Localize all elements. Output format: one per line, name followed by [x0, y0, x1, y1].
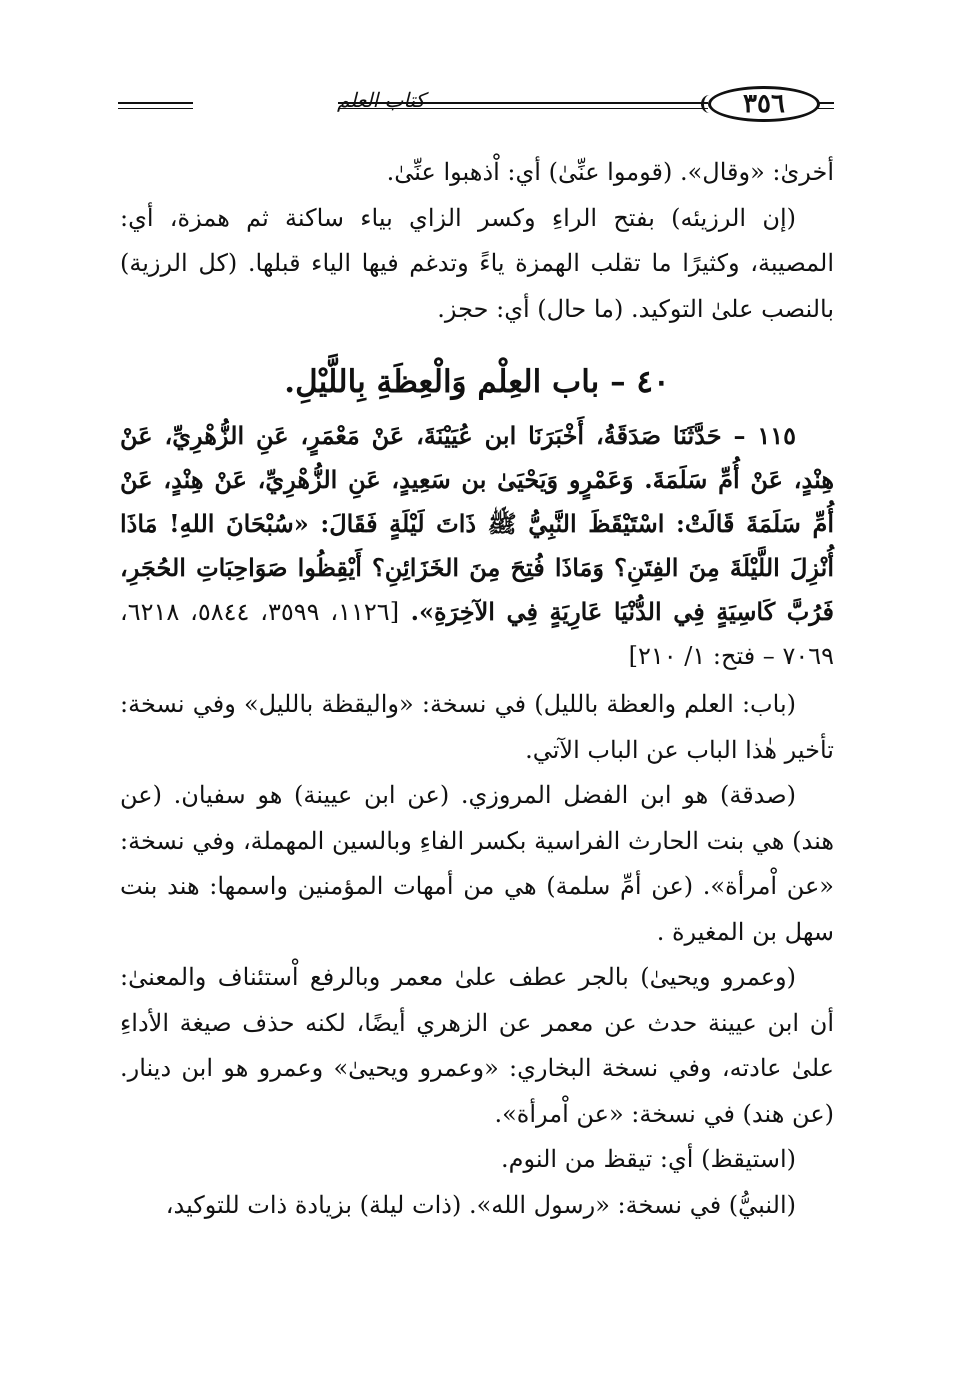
header-rule-left-bottom [118, 108, 193, 109]
header-rule-middle-top [338, 102, 708, 104]
commentary-paragraph: (استيقظ) أي: تيقظ من النوم. [500, 1145, 796, 1173]
chapter-heading: ٤٠ – باب العِلْم وَالْعِظَةِ بِاللَّيْلِ. [284, 364, 670, 400]
commentary-paragraph: (إن الرزيئه) بفتح الراءِ وكسر الزاي بياء ساكنة ثم همزة، أي: المصيبة، وكثيرًا ما تقلب الهمزة ياءً وتدغم فيها الياء قبلها. (كل الرزية) بالنصب علىٰ التوكيد. (ما حال) أي: حجز. [120, 203, 834, 323]
commentary-paragraph: (صدقة) هو ابن الفضل المروزي. (عن ابن عيينة) هو سفيان. (عن هند) هي بنت الحارث الفراسية بكسر الفاءِ وبالسين المهملة، وفي نسخة: «عن اْمرأة». (عن أمِّ سلمة) هي من أمهات المؤمنين واسمها: هند بنت سهل بن المغيرة . [120, 781, 834, 946]
page-header [118, 84, 834, 126]
hadith-text [120, 414, 834, 678]
header-rule-middle-bottom [338, 108, 708, 109]
commentary-paragraph: (النبيُّ) في نسخة: «رسول الله». (ذات ليلة) بزيادة ذات للتوكيد، [165, 1190, 796, 1219]
page-number: ٣٥٦ [708, 86, 820, 122]
commentary-paragraph: (وعمرو ويحيىٰ) بالجر عطف علىٰ معمر وبالرفع اْستئناف والمعنىٰ: أن ابن عيينة حدث عن معمر عن الزهري أيضًا، لكنه حذف صيغة الأداءِ علىٰ عادته، وفي نسخة البخاري: «وعمرو ويحيىٰ» وعمرو هو ابن دينار. (عن هند) في نسخة: «عن اْمرأة». [120, 963, 834, 1128]
header-rule-right-top [818, 102, 834, 104]
hadith-references: [١١٢٦، ٣٥٩٩، ٥٨٤٤، ٦٢١٨، ٧٠٦٩ – فتح: ١/ ٢١٠] [120, 598, 834, 670]
page-body [120, 150, 834, 1228]
running-title: كتاب العلم [316, 88, 446, 120]
commentary-paragraph: (باب: العلم والعظة بالليل) في نسخة: «واليقظة بالليل» وفي نسخة: تأخير هٰذا الباب عن الباب الآتي. [120, 690, 834, 764]
header-rule-left-top [118, 102, 193, 104]
hadith-body: ١١٥ – حَدَّثَنَا صَدَقَةُ، أَخْبَرَنَا ابن عُيَيْنَةَ، عَنْ مَعْمَرٍ، عَنِ الزُّهْرِيِّ، عَنْ هِنْدٍ، عَنْ أُمِّ سَلَمَةَ. وَعَمْرٍو وَيَحْيَىٰ بن سَعِيدٍ، عَنِ الزُّهْرِيِّ، عَنْ هِنْدٍ، عَنْ أُمِّ سَلَمَةَ قَالَتْ: اسْتَيْقَظَ النَّبِيُّ ﷺ ذَاتَ لَيْلَةٍ فَقَالَ: «سُبْحَانَ اللهِ! مَاذَا أُنْزِلَ اللَّيْلَةَ مِنَ الفِتَنِ؟ وَمَاذَا فُتِحَ مِنَ الخَزَائِنِ؟ أَيْقِظُوا صَوَاحِبَاتِ الحُجَرِ، فَرُبَّ كَاسِيَةٍ فِي الدُّنْيَا عَارِيَةٍ فِي الآخِرَةِ». [120, 421, 835, 626]
commentary-paragraph: أخرىٰ: «وقال». (قوموا عنِّىٰ) أي: اْذهبوا عنِّىٰ. [386, 158, 834, 186]
header-rule-right-bottom [818, 108, 834, 109]
